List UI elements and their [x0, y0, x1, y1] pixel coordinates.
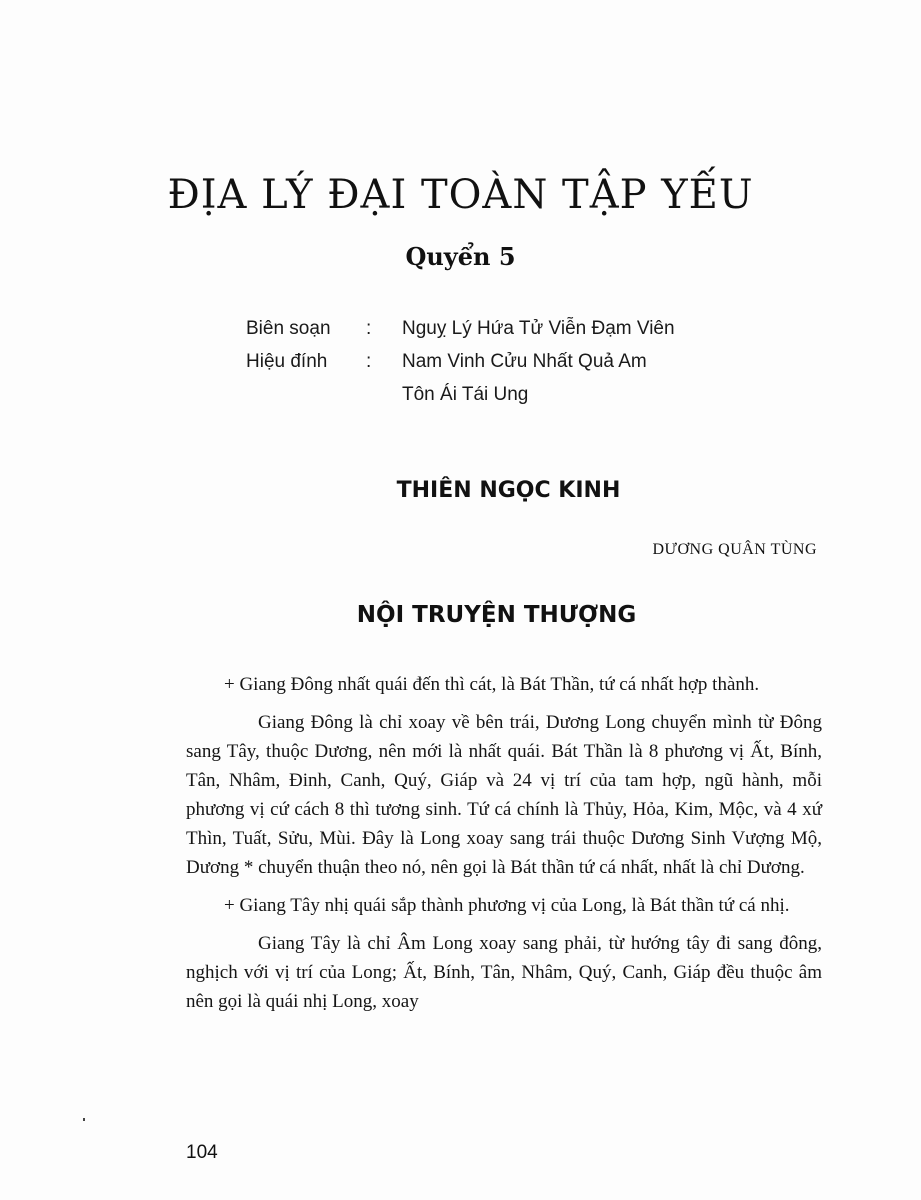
credit-label	[246, 378, 366, 411]
paragraph-2: Giang Đông là chỉ xoay về bên trái, Dương Long chuyển mình từ Đông sang Tây, thuộc Dương, nên mới là nhất quái. Bát Thần là 8 phương vị Ất, Bính, Tân, Nhâm, Đinh, Canh, Quý, Giáp và 24 vị trí của tam hợp, ngũ hành, mỗi phương vị cứ cách 8 thì tương sinh. Tứ cá chính là Thủy, Hỏa, Kim, Mộc, và 4 xứ Thìn, Tuất, Sửu, Mùi. Đây là Long xoay sang trái thuộc Dương Sinh Vượng Mộ, Dương * chuyển thuận theo nó, nên gọi là Bát thần tứ cá nhất, nhất là chỉ Dương.	[186, 712, 822, 878]
section-title: THIÊN NGỌC KINH	[396, 478, 621, 503]
volume-label: Quyển 5	[405, 242, 516, 271]
paragraph-4: Giang Tây là chỉ Âm Long xoay sang phải, từ hướng tây đi sang đông, nghịch với vị trí của Long; Ất, Bính, Tân, Nhâm, Quý, Canh, Giáp đều thuộc âm nên gọi là quái nhị Long, xoay	[186, 933, 822, 1012]
credit-colon: :	[366, 318, 372, 339]
section-subtitle: NỘI TRUYỆN THƯỢNG	[356, 602, 637, 628]
body-text	[186, 670, 822, 1025]
section-author: DƯƠNG QUÂN TÙNG	[652, 541, 817, 558]
paragraph-1: + Giang Đông nhất quái đến thì cát, là Bát Thần, tứ cá nhất hợp thành.	[224, 674, 760, 695]
credit-value: Nguỵ Lý Hứa Tử Viễn Đạm Viên	[402, 318, 675, 339]
credit-row-reviser-2	[246, 378, 675, 411]
credit-label: Biên soạn	[246, 318, 331, 339]
credit-colon: :	[366, 351, 372, 372]
credit-value: Tôn Ái Tái Ung	[402, 384, 529, 405]
paragraph-3: + Giang Tây nhị quái sắp thành phương vị của Long, là Bát thần tứ cá nhị.	[224, 895, 790, 916]
credit-value: Nam Vinh Cửu Nhất Quả Am	[402, 351, 647, 372]
credit-colon	[366, 378, 402, 411]
credit-row-editor	[246, 312, 675, 345]
page-number: 104	[186, 1142, 218, 1163]
credit-label: Hiệu đính	[246, 351, 328, 372]
credits-block	[246, 312, 675, 411]
book-title: ĐỊA LÝ ĐẠI TOÀN TẬP YẾU	[167, 172, 754, 218]
scan-speck	[83, 1118, 85, 1121]
credit-row-reviser	[246, 345, 675, 378]
